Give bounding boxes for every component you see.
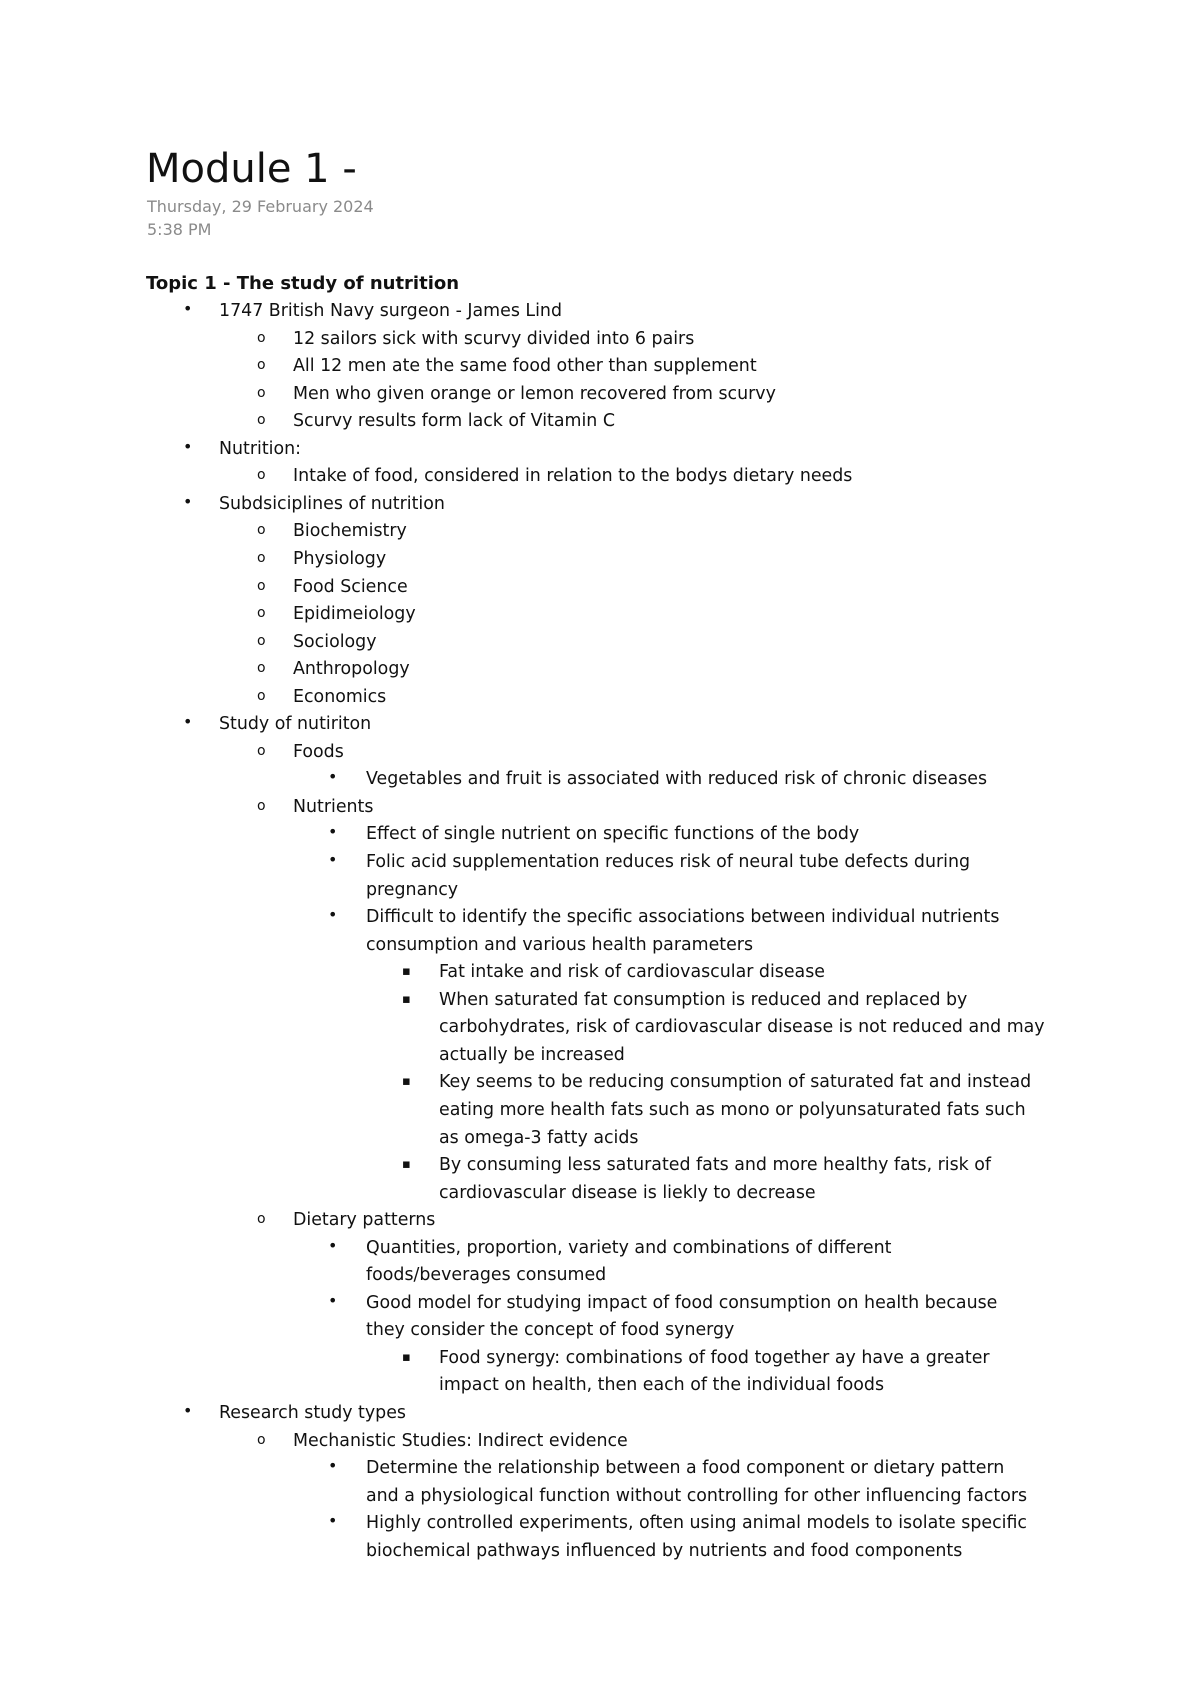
bullet-level-2-icon: o xyxy=(257,549,266,566)
bullet-level-2-icon: o xyxy=(257,357,266,374)
outline-line: impact on health, then each of the individual foods xyxy=(439,1375,885,1396)
outline-line: consumption and various health parameters xyxy=(366,934,754,955)
outline-line: Epidimeiology xyxy=(293,604,416,625)
outline-line: Food Science xyxy=(293,576,408,597)
outline-line: Folic acid supplementation reduces risk of neural tube defects during xyxy=(366,852,971,872)
bullet-level-4-icon: ▪ xyxy=(402,1349,411,1365)
bullet-level-3-icon: • xyxy=(328,1456,338,1476)
bullet-level-2-icon: o xyxy=(257,329,266,346)
outline-line: Difficult to identify the specific associations between individual nutrients xyxy=(366,907,1000,928)
bullet-level-1-icon: • xyxy=(183,1401,193,1420)
note-date: Thursday, 29 February 2024 xyxy=(147,197,374,216)
outline-line: Nutrition: xyxy=(219,438,302,459)
bullet-level-4-icon: ▪ xyxy=(402,964,411,980)
bullet-level-4-icon: ▪ xyxy=(402,991,411,1007)
outline-line: Economics xyxy=(293,686,387,707)
outline-line: Quantities, proportion, variety and combinations of different xyxy=(366,1237,892,1258)
outline-line: All 12 men ate the same food other than supplement xyxy=(293,356,757,377)
outline-line: actually be increased xyxy=(439,1044,625,1065)
bullet-level-3-icon: • xyxy=(328,1511,338,1531)
outline-line: they consider the concept of food synergy xyxy=(366,1320,735,1341)
outline-line: 12 sailors sick with scurvy divided into 6 pairs xyxy=(293,328,695,349)
page-title: Module 1 - xyxy=(146,146,357,192)
outline-line: pregnancy xyxy=(366,879,459,900)
bullet-level-3-icon: • xyxy=(328,905,338,925)
outline-line: Dietary patterns xyxy=(293,1210,436,1231)
outline-line: Anthropology xyxy=(293,659,410,680)
outline-line: Research study types xyxy=(219,1403,406,1423)
bullet-level-4-icon: ▪ xyxy=(402,1074,411,1090)
bullet-level-3-icon: • xyxy=(328,767,338,787)
bullet-level-2-icon: o xyxy=(257,605,266,622)
outline-line: biochemical pathways influenced by nutrients and food components xyxy=(366,1540,963,1561)
outline-line: Men who given orange or lemon recovered from scurvy xyxy=(293,383,776,404)
bullet-level-2-icon: o xyxy=(257,1431,266,1448)
outline-line: 1747 British Navy surgeon - James Lind xyxy=(219,301,562,321)
outline-line: eating more health fats such as mono or polyunsaturated fats such xyxy=(439,1099,1026,1120)
bullet-level-2-icon: o xyxy=(257,522,266,539)
outline-line: as omega-3 fatty acids xyxy=(439,1127,639,1148)
bullet-level-3-icon: • xyxy=(328,850,338,869)
outline-line: Key seems to be reducing consumption of saturated fat and instead xyxy=(439,1072,1032,1093)
outline-line: carbohydrates, risk of cardiovascular disease is not reduced and may xyxy=(439,1017,1045,1038)
outline-line: foods/beverages consumed xyxy=(366,1265,607,1286)
bullet-level-2-icon: o xyxy=(257,797,266,814)
bullet-level-2-icon: o xyxy=(257,384,266,401)
outline-line: Foods xyxy=(293,741,344,762)
outline-line: Highly controlled experiments, often using animal models to isolate specific xyxy=(366,1513,1027,1534)
outline-line: Biochemistry xyxy=(293,521,407,542)
bullet-level-2-icon: o xyxy=(257,412,266,429)
outline-line: Mechanistic Studies: Indirect evidence xyxy=(293,1430,628,1451)
outline-line: cardiovascular disease is liekly to decrease xyxy=(439,1182,816,1203)
bullet-level-1-icon: • xyxy=(183,712,193,732)
outline-line: Intake of food, considered in relation to the bodys dietary needs xyxy=(293,466,853,487)
outline-line: Food synergy: combinations of food together ay have a greater xyxy=(439,1347,990,1368)
bullet-level-1-icon: • xyxy=(183,491,193,511)
outline-line: Good model for studying impact of food consumption on health because xyxy=(366,1292,998,1313)
bullet-level-2-icon: o xyxy=(257,577,266,594)
outline-line: Vegetables and fruit is associated with reduced risk of chronic diseases xyxy=(366,769,988,790)
outline-line: Sociology xyxy=(293,631,377,652)
note-time: 5:38 PM xyxy=(147,220,212,239)
bullet-level-1-icon: • xyxy=(183,436,193,456)
bullet-level-2-icon: o xyxy=(257,1211,266,1228)
outline-line: Physiology xyxy=(293,548,387,569)
bullet-level-1-icon: • xyxy=(183,299,193,318)
outline-line: Nutrients xyxy=(293,796,374,817)
outline-line: Determine the relationship between a food component or dietary pattern xyxy=(366,1458,1005,1479)
bullet-level-2-icon: o xyxy=(257,742,266,759)
outline-line: and a physiological function without controlling for other influencing factors xyxy=(366,1485,1028,1506)
topic-heading: Topic 1 - The study of nutrition xyxy=(146,273,460,294)
outline-line: Fat intake and risk of cardiovascular disease xyxy=(439,962,825,983)
bullet-level-3-icon: • xyxy=(328,822,338,842)
bullet-level-3-icon: • xyxy=(328,1235,338,1255)
outline-line: Study of nutiriton xyxy=(219,714,372,735)
outline-line: Scurvy results form lack of Vitamin C xyxy=(293,411,615,432)
outline-line: Effect of single nutrient on specific functions of the body xyxy=(366,824,860,845)
bullet-level-2-icon: o xyxy=(257,632,266,649)
bullet-level-2-icon: o xyxy=(257,687,266,704)
bullet-level-3-icon: • xyxy=(328,1290,338,1310)
bullet-level-2-icon: o xyxy=(257,467,266,484)
bullet-level-4-icon: ▪ xyxy=(402,1157,411,1173)
outline-line: By consuming less saturated fats and more healthy fats, risk of xyxy=(439,1155,992,1176)
bullet-level-2-icon: o xyxy=(257,660,266,677)
outline-line: Subdsiciplines of nutrition xyxy=(219,493,445,514)
outline-line: When saturated fat consumption is reduced and replaced by xyxy=(439,989,968,1010)
